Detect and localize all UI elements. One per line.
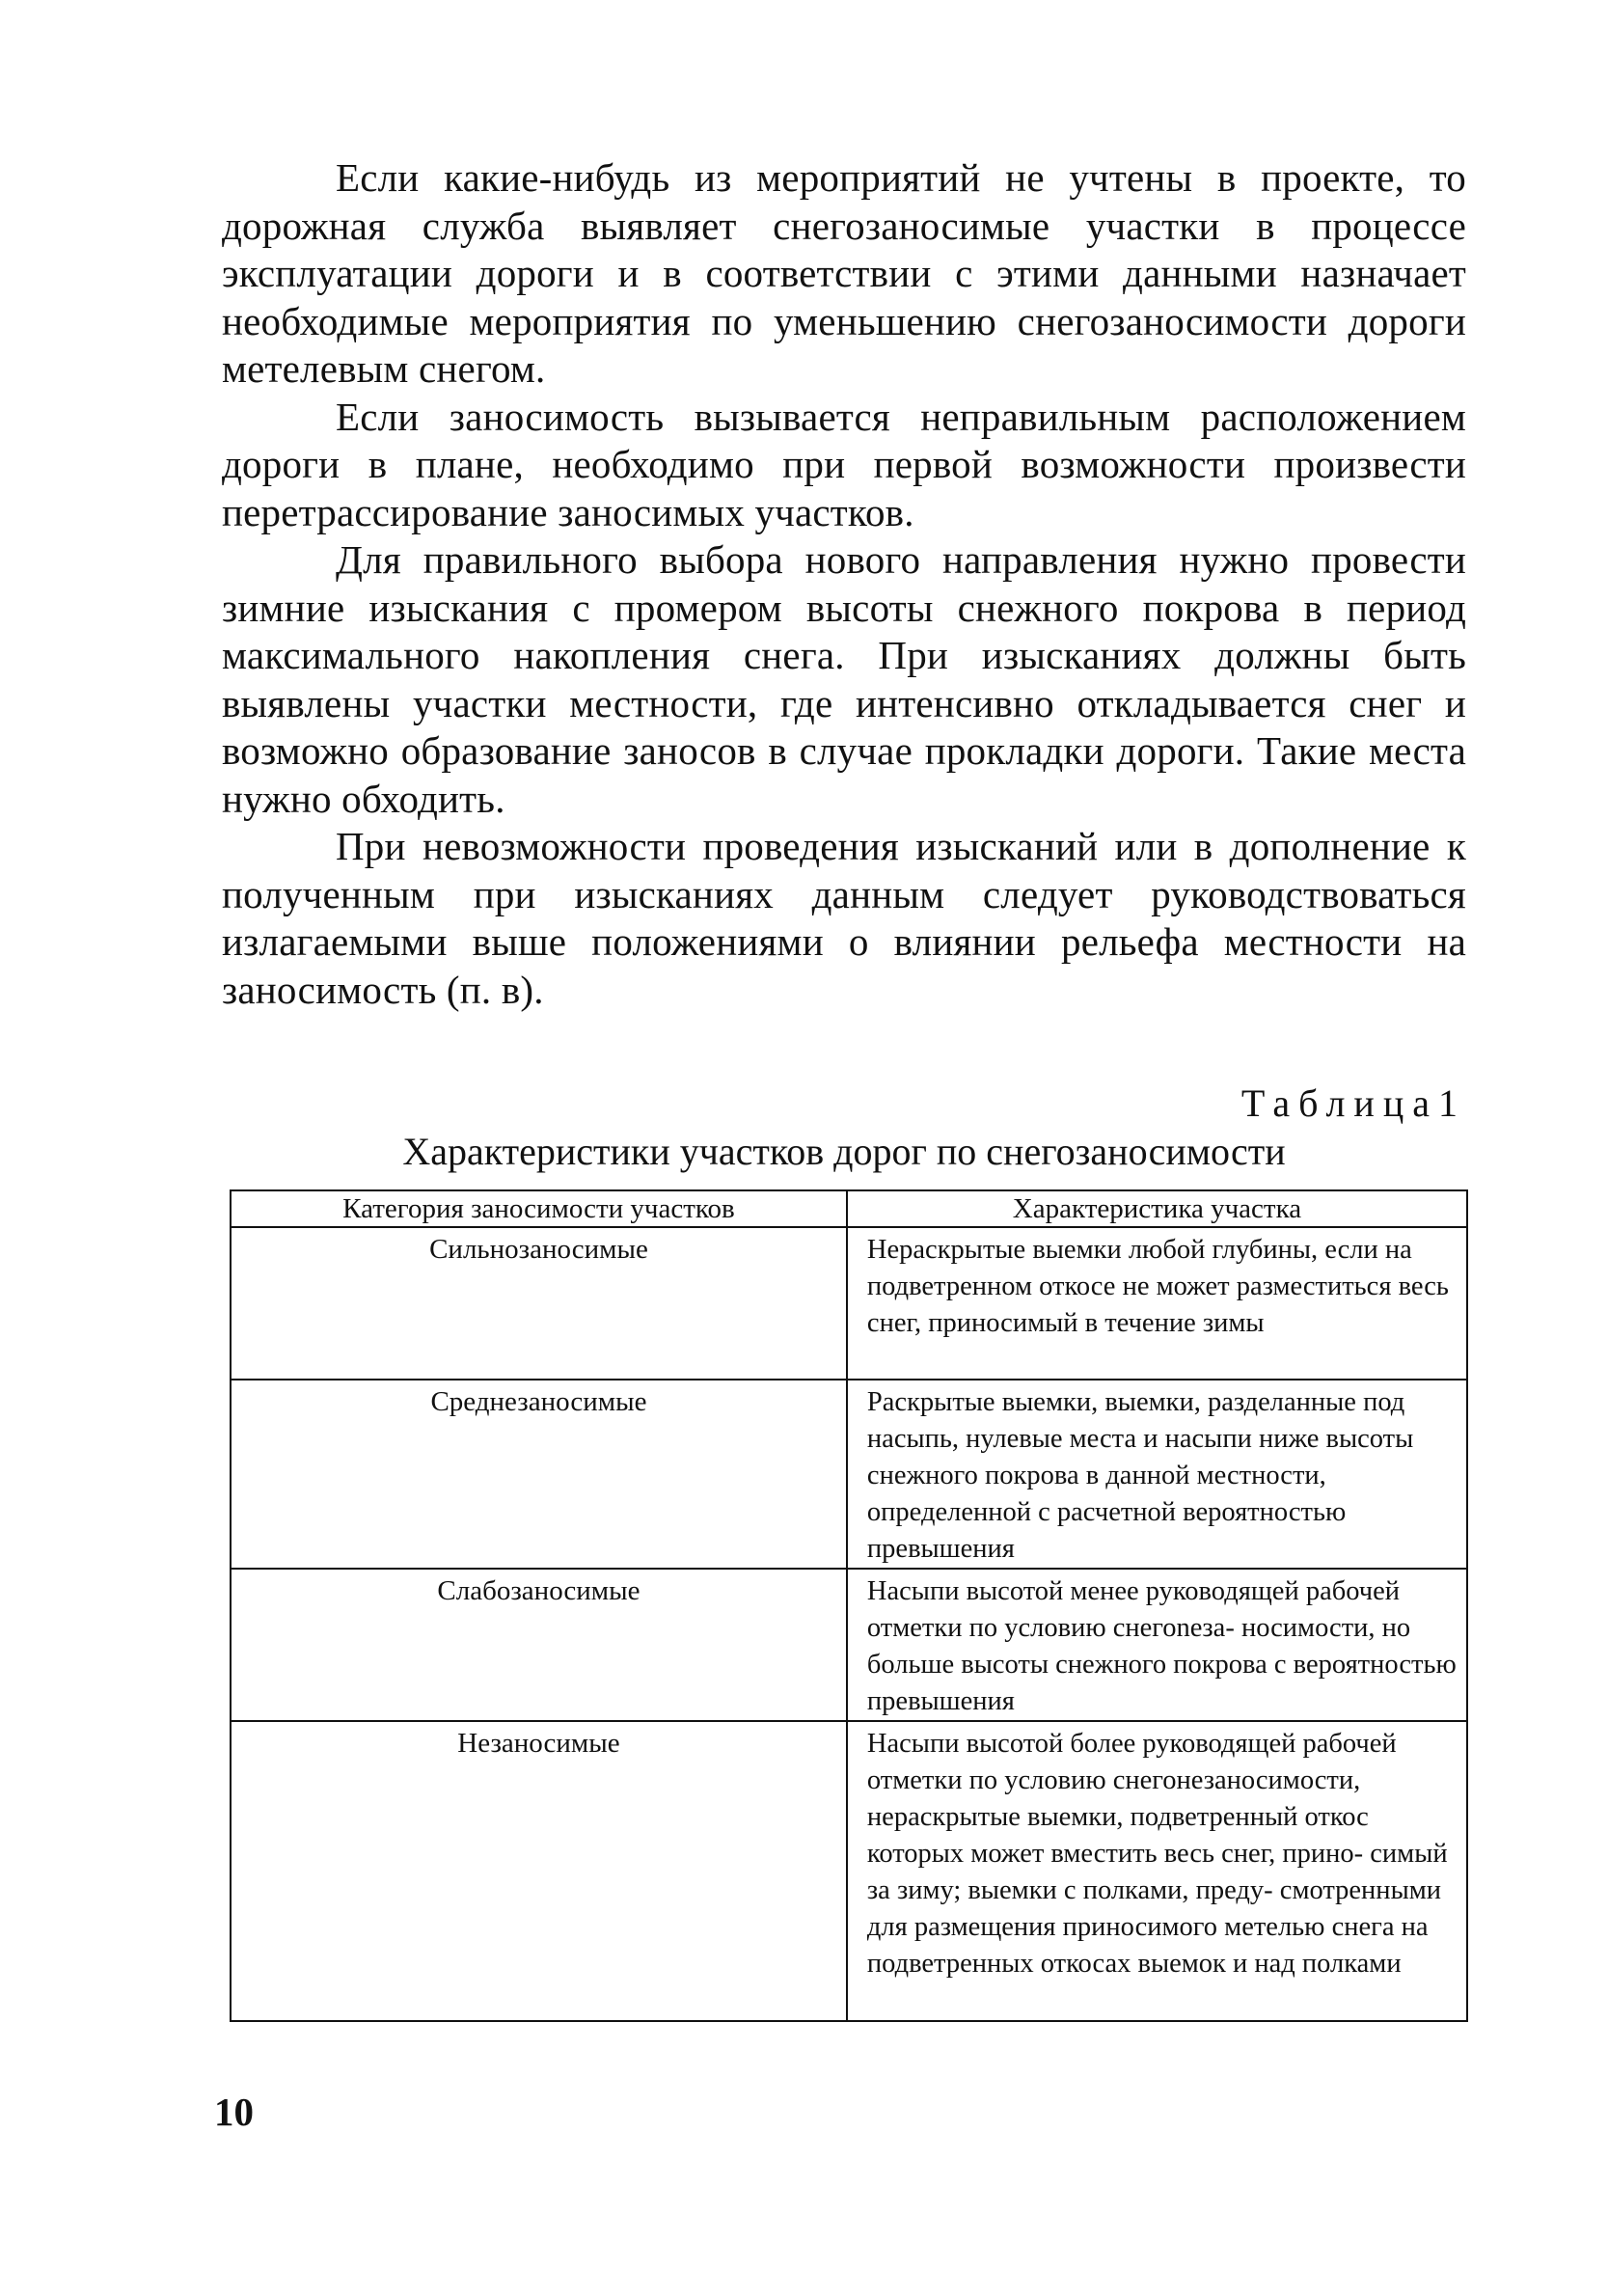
paragraph-4: При невозможности проведения изысканий или в дополнение к полученным при изысканиях данным следует руководствоваться излагаемыми выше положениями о влиянии рельефа местности на заносимость (п. в). bbox=[222, 824, 1466, 1012]
table-row bbox=[231, 1380, 1467, 1569]
row-description: Насыпи высотой более руководящей рабочей отметки по условию снегонезаносимости, нераскрытые выемки, подветренный откос которых может вместить весь снег, прино- симый за зиму; выемки с полками, преду- смотренными для размещения приносимого метелью снега на подветренных откосах выемок и над полками bbox=[847, 1721, 1467, 2021]
paragraph-1: Если какие-нибудь из мероприятий не учтены в проекте, то дорожная служба выявляет снегозаносимые участки в процессе эксплуатации дороги и в соответствии с этими данными назначает необходимые мероприятия по уменьшению снегозаносимости дороги метелевым снегом. bbox=[222, 155, 1466, 391]
header-description: Характеристика участка bbox=[847, 1190, 1467, 1227]
header-category: Категория заносимости участков bbox=[231, 1190, 847, 1227]
table-title: Характеристики участков дорог по снегозаносимости bbox=[402, 1130, 1286, 1173]
paragraph-2: Если заносимость вызывается неправильным расположением дороги в плане, необходимо при первой возможности произвести перетрассирование заносимых участков. bbox=[222, 394, 1466, 534]
table-row bbox=[231, 1721, 1467, 2021]
body-text bbox=[222, 154, 1466, 1014]
row-description: Насыпи высотой менее руководящей рабочей отметки по условию снегоneза- носимости, но больше высоты снежного покрова с вероятностью превышения bbox=[847, 1569, 1467, 1721]
table-label: Таблица1 bbox=[1240, 1081, 1466, 1125]
table-row bbox=[231, 1227, 1467, 1380]
row-category: Сильнозаносимые bbox=[231, 1227, 847, 1380]
row-category: Незаносимые bbox=[231, 1721, 847, 2021]
row-description: Раскрытые выемки, выемки, разделанные под насыпь, нулевые места и насыпи ниже высоты снежного покрова в данной местности, определенной с расчетной вероятностью превышения bbox=[847, 1380, 1467, 1569]
row-description: Нераскрытые выемки любой глубины, если на подветренном откосе не может разместиться весь снег, приносимый в течение зимы bbox=[847, 1227, 1467, 1380]
page-number: 10 bbox=[214, 2090, 254, 2134]
row-category: Среднезаносимые bbox=[231, 1380, 847, 1569]
paragraph-3: Для правильного выбора нового направления нужно провести зимние изыскания с промером высоты снежного покрова в период максимального накопления снега. При изысканиях должны быть выявлены участки местности, где интенсивно откладывается снег и возможно образование заносов в случае прокладки дороги. Такие места нужно обходить. bbox=[222, 537, 1466, 821]
table-row bbox=[231, 1569, 1467, 1721]
table-header-row bbox=[231, 1190, 1467, 1227]
row-category: Слабозаносимые bbox=[231, 1569, 847, 1721]
snow-drift-table bbox=[230, 1189, 1468, 2022]
